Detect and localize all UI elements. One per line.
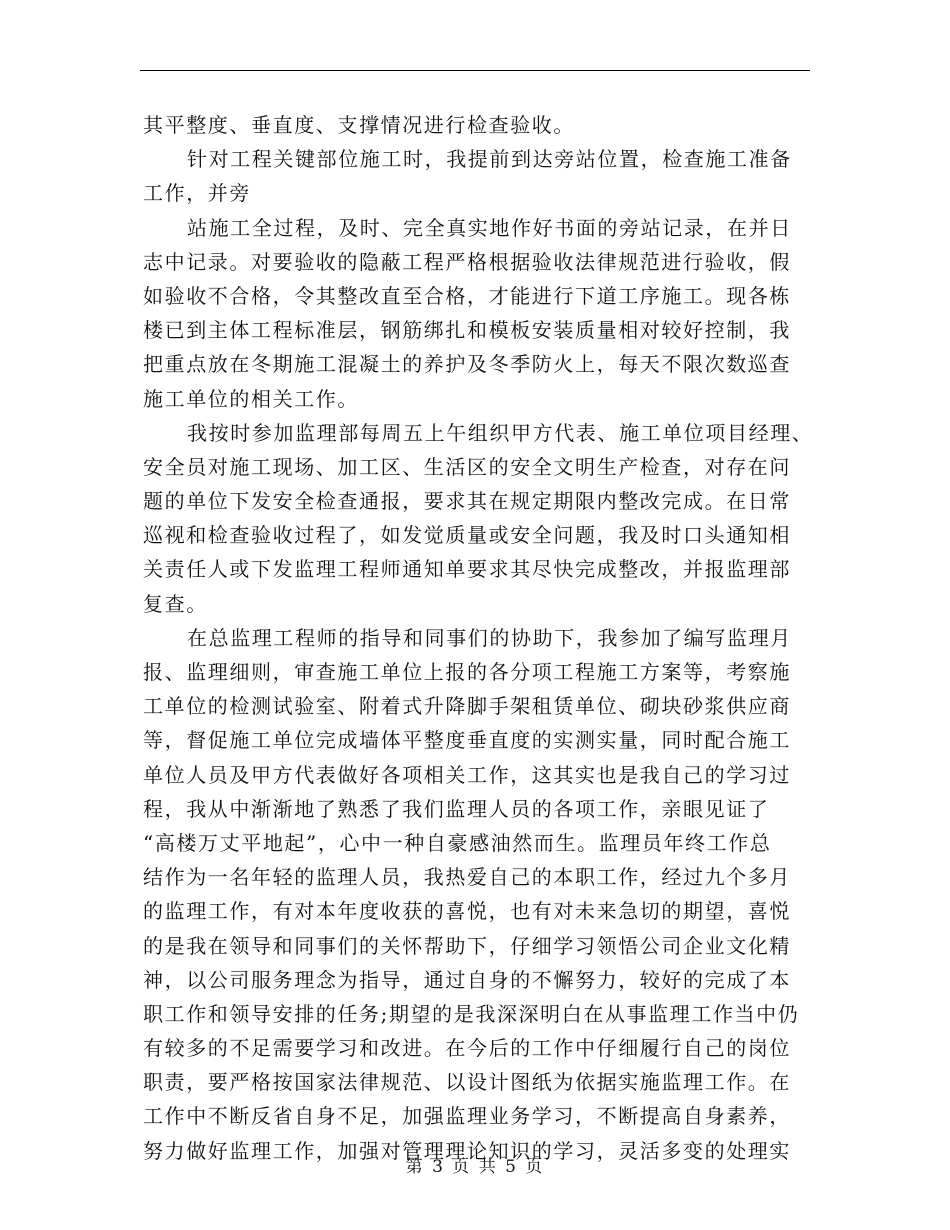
text-line: 结作为一名年轻的监理人员，我热爱自己的本职工作，经过九个多月 xyxy=(143,865,791,890)
text-line: 工单位的检测试验室、附着式升降脚手架租赁单位、砌块砂浆供应商 xyxy=(143,694,791,719)
text-line: 单位人员及甲方代表做好各项相关工作，这其实也是我自己的学习过 xyxy=(143,762,791,787)
text-line: 志中记录。对要验收的隐蔽工程严格根据验收法律规范进行验收，假 xyxy=(143,249,791,274)
text-line: 楼已到主体工程标准层，钢筋绑扎和模板安装质量相对较好控制，我 xyxy=(143,318,791,343)
document-body xyxy=(143,108,814,1168)
text-line: 工作中不断反省自身不足，加强监理业务学习，不断提高自身素养， xyxy=(143,1104,791,1129)
text-line: 努力做好监理工作，加强对管理理论知识的学习，灵活多变的处理实 xyxy=(143,1138,791,1163)
text-line: 巡视和检查验收过程了，如发觉质量或安全问题，我及时口头通知相 xyxy=(143,523,791,548)
text-line: 等，督促施工单位完成墙体平整度垂直度的实测实量，同时配合施工 xyxy=(143,728,791,753)
page-number: 第 3 页 共 5 页 xyxy=(405,1157,545,1177)
text-line: 把重点放在冬期施工混凝土的养护及冬季防火上，每天不限次数巡查 xyxy=(143,352,791,377)
text-line: 其平整度、垂直度、支撑情况进行检查验收。 xyxy=(143,113,575,137)
text-line: 工作，并旁 xyxy=(143,181,251,206)
text-line: “高楼万丈平地起”，心中一种自豪感油然而生。监理员年终工作总 xyxy=(143,830,772,855)
text-line: 关责任人或下发监理工程师通知单要求其尽快完成整改，并报监理部 xyxy=(143,557,791,582)
text-line: 职责，要严格按国家法律规范、以设计图纸为依据实施监理工作。在 xyxy=(143,1070,791,1095)
text-line: 有较多的不足需要学习和改进。在今后的工作中仔细履行自己的岗位 xyxy=(143,1036,791,1061)
text-line: 神，以公司服务理念为指导，通过自身的不懈努力，较好的完成了本 xyxy=(143,967,791,992)
text-line: 题的单位下发安全检查通报，要求其在规定期限内整改完成。在日常 xyxy=(143,489,791,514)
text-line: 如验收不合格，令其整改直至合格，才能进行下道工序施工。现各栋 xyxy=(143,283,791,308)
text-line: 程，我从中渐渐地了熟悉了我们监理人员的各项工作，亲眼见证了 xyxy=(143,796,770,821)
text-line: 复查。 xyxy=(143,591,208,616)
text-line: 针对工程关键部位施工时，我提前到达旁站位置，检查施工准备 xyxy=(187,147,792,172)
text-line: 报、监理细则，审查施工单位上报的各分项工程施工方案等，考察施 xyxy=(143,660,791,684)
text-line: 施工单位的相关工作。 xyxy=(143,386,359,411)
text-line: 在总监理工程师的指导和同事们的协助下，我参加了编写监理月 xyxy=(187,625,792,650)
text-line: 职工作和领导安排的任务;期望的是我深深明白在从事监理工作当中仍 xyxy=(143,1001,800,1026)
text-line: 安全员对施工现场、加工区、生活区的安全文明生产检查，对存在问 xyxy=(143,454,791,479)
header-rule xyxy=(140,70,810,71)
text-line: 的是我在领导和同事们的关怀帮助下，仔细学习领悟公司企业文化精 xyxy=(143,933,791,958)
text-line: 的监理工作，有对本年度收获的喜悦，也有对未来急切的期望，喜悦 xyxy=(143,899,791,924)
text-line: 站施工全过程，及时、完全真实地作好书面的旁站记录，在并日 xyxy=(187,215,792,240)
text-line: 我按时参加监理部每周五上午组织甲方代表、施工单位项目经理、 xyxy=(187,420,814,445)
